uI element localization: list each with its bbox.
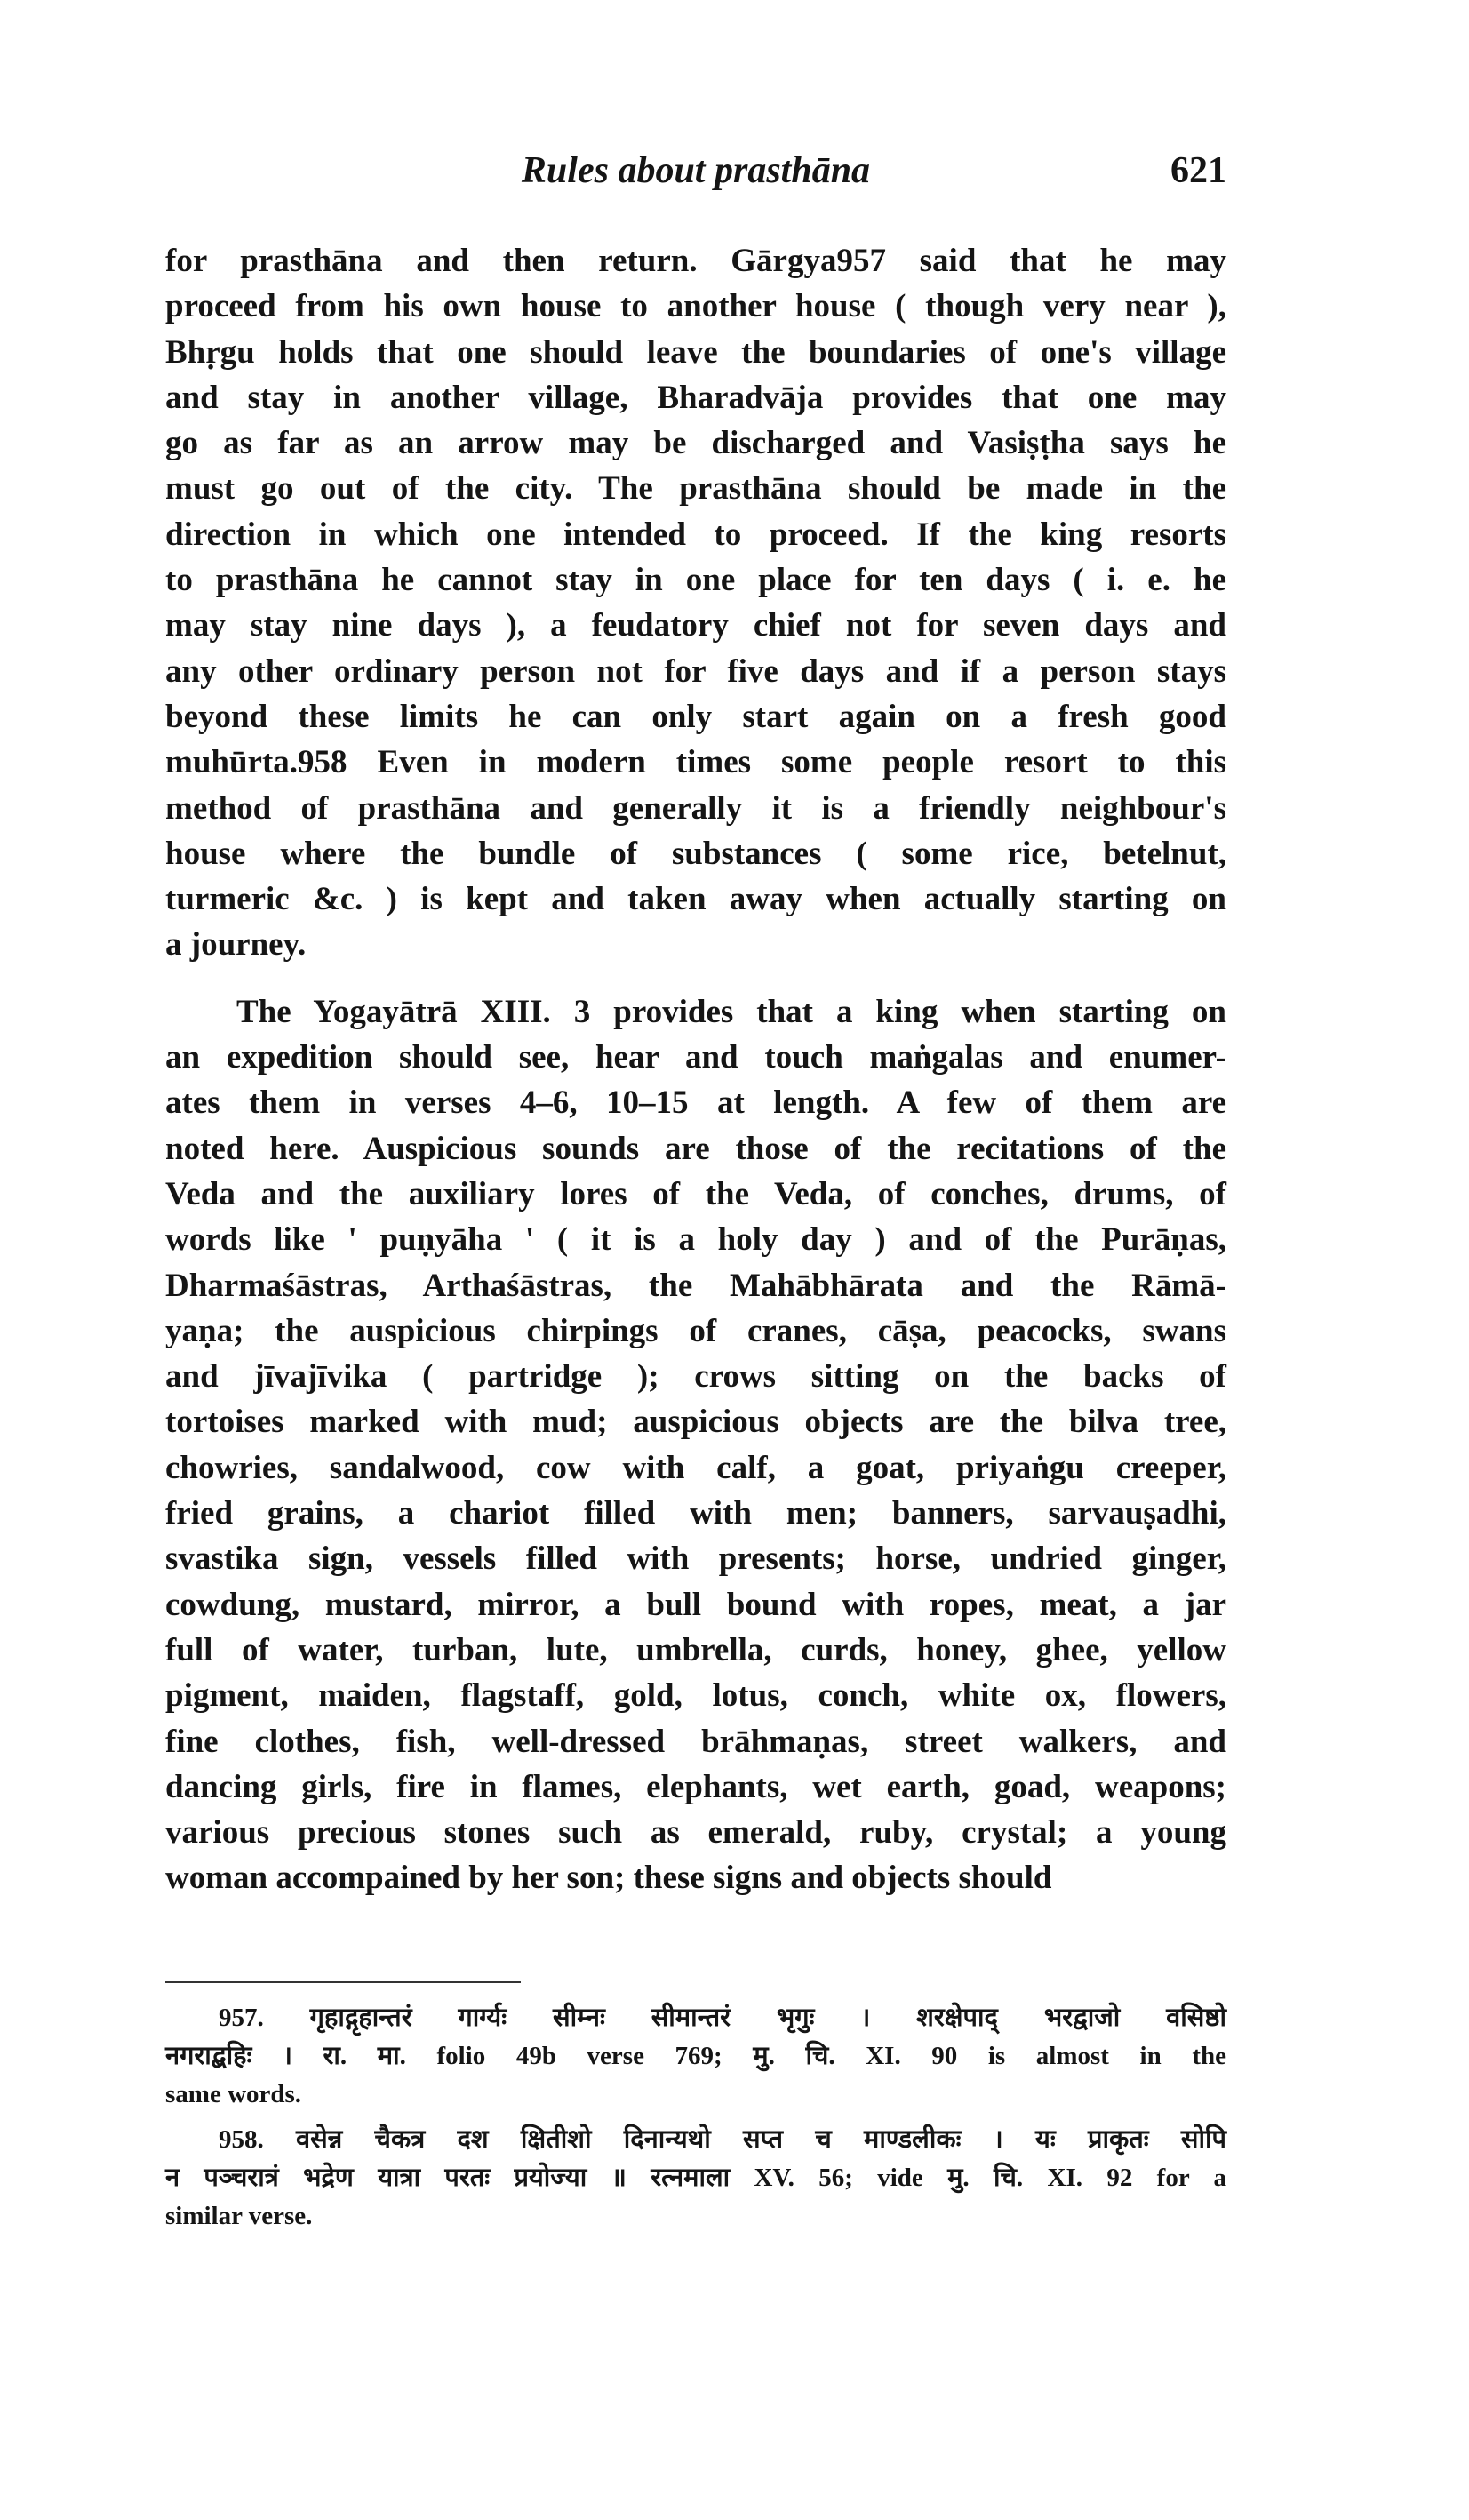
text-line: and stay in another village, Bharadvāja provides that one may [165, 379, 1226, 416]
text-line: muhūrta.958 Even in modern times some people resort to this [165, 744, 1226, 781]
text-line: Bhṛgu holds that one should leave the boundaries of one's village [165, 333, 1226, 371]
text-line: and jīvajīvika ( partridge ); crows sitting on the backs of [165, 1358, 1226, 1396]
running-title: Rules about prasthāna [521, 150, 871, 191]
footnote-958 [165, 2121, 1226, 2236]
text-line: must go out of the city. The prasthāna should be made in the [165, 470, 1226, 508]
text-line: direction in which one intended to proceed. If the king resorts [165, 516, 1226, 553]
text-line: for prasthāna and then return. Gārgya957 said that he may [165, 243, 1226, 279]
page-header [165, 149, 1226, 203]
text-line: similar verse. [165, 2202, 313, 2230]
text-line: woman accompained by her son; these signs and objects should [165, 1860, 1052, 1897]
text-line: full of water, turban, lute, umbrella, curds, honey, ghee, yellow [165, 1631, 1226, 1668]
text-line: The Yogayātrā XIII. 3 provides that a king when starting on [236, 993, 1226, 1030]
text-line: Veda and the auxiliary lores of the Veda, of conches, drums, of [165, 1175, 1226, 1212]
text-line: same words. [165, 2080, 302, 2108]
text-line: 958. वसेन्न चैकत्र दश क्षितीशो दिनान्यथो सप्त च माण्डलीकः । यः प्राकृतः सोपि [219, 2125, 1226, 2154]
paragraph-1 [165, 238, 1226, 968]
text-line: cowdung, mustard, mirror, a bull bound with ropes, meat, a jar [165, 1586, 1226, 1623]
footnotes [165, 1999, 1226, 2243]
text-line: yaṇa; the auspicious chirpings of cranes, cāṣa, peacocks, swans [165, 1312, 1226, 1349]
text-line: go as far as an arrow may be discharged and Vasiṣṭha says he [165, 425, 1226, 462]
text-line: an expedition should see, hear and touch maṅgalas and enumer- [165, 1039, 1226, 1076]
text-line: नगराद्बहिः । रा. मा. folio 49b verse 769; मु. चि. XI. 90 is almost in the [165, 2042, 1226, 2070]
text-line: house where the bundle of substances ( some rice, betelnut, [165, 835, 1226, 872]
text-line: fried grains, a chariot filled with men; banners, sarvauṣadhi, [165, 1495, 1226, 1532]
text-line: any other ordinary person not for five days and if a person stays [165, 652, 1226, 690]
page-number: 621 [1170, 150, 1226, 191]
text-line: words like ' puṇyāha ' ( it is a holy day ) and of the Purāṇas, [165, 1221, 1226, 1259]
text-line: to prasthāna he cannot stay in one place for ten days ( i. e. he [165, 562, 1226, 599]
text-line: fine clothes, fish, well-dressed brāhmaṇas, street walkers, and [165, 1723, 1226, 1760]
paragraph-2 [165, 989, 1226, 1901]
text-line: noted here. Auspicious sounds are those of the recitations of the [165, 1130, 1226, 1167]
text-line: 957. गृहाद्गृहान्तरं गार्ग्यः सीम्नः सीमान्तरं भृगुः । शरक्षेपाद् भरद्वाजो वसिष्ठो [219, 2004, 1226, 2032]
text-line: pigment, maiden, flagstaff, gold, lotus, conch, white ox, flowers, [165, 1677, 1226, 1715]
text-line: may stay nine days ), a feudatory chief not for seven days and [165, 607, 1226, 644]
text-line: beyond these limits he can only start again on a fresh good [165, 698, 1226, 735]
body-text [165, 238, 1226, 1901]
text-line: proceed from his own house to another house ( though very near ), [165, 288, 1226, 325]
text-line: a journey. [165, 926, 307, 964]
text-line: turmeric &c. ) is kept and taken away when actually starting on [165, 881, 1226, 918]
footnote-rule [165, 1981, 521, 1983]
text-line: ates them in verses 4–6, 10–15 at length. A few of them are [165, 1084, 1226, 1122]
text-line: various precious stones such as emerald, ruby, crystal; a young [165, 1814, 1226, 1852]
text-line: dancing girls, fire in flames, elephants, wet earth, goad, weapons; [165, 1768, 1226, 1805]
footnote-957 [165, 1999, 1226, 2114]
paragraph-gap [165, 968, 1226, 989]
text-line: tortoises marked with mud; auspicious objects are the bilva tree, [165, 1404, 1226, 1441]
text-line: method of prasthāna and generally it is a friendly neighbour's [165, 789, 1226, 827]
text-line: svastika sign, vessels filled with presents; horse, undried ginger, [165, 1540, 1226, 1578]
text-line: न पञ्चरात्रं भद्रेण यात्रा परतः प्रयोज्या ॥ रत्नमाला XV. 56; vide मु. चि. XI. 92 for a [165, 2164, 1226, 2192]
text-line: chowries, sandalwood, cow with calf, a goat, priyaṅgu creeper, [165, 1449, 1226, 1486]
text-line: Dharmaśāstras, Arthaśāstras, the Mahābhārata and the Rāmā- [165, 1267, 1226, 1304]
